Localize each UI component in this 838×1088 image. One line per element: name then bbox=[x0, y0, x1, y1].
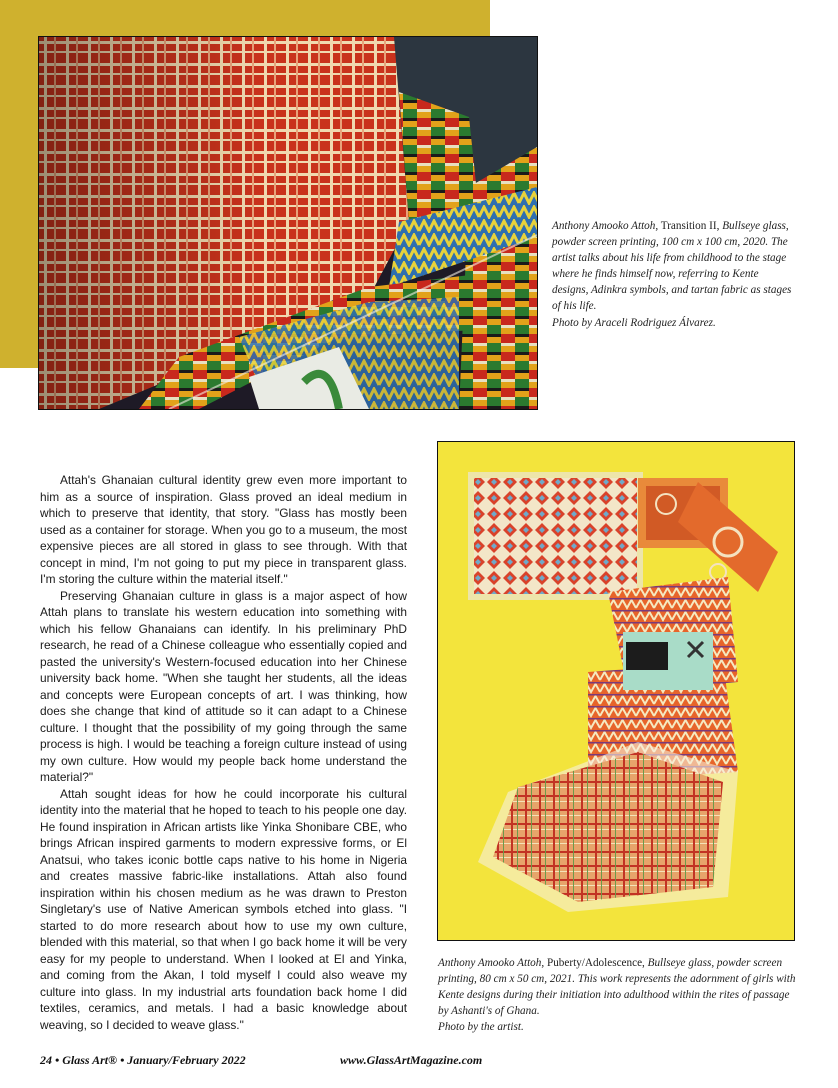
article-body bbox=[40, 472, 407, 1033]
article-paragraph: Attah sought ideas for how he could incorporate his cultural identity into the material that he hoped to teach to his people one day. He found inspiration in African artists like Yinka Shonibare CBE, who brings African inspired garments to modern expressive forms, or El Anatsui, who takes iconic bottle caps native to his home in Nigeria and creates massive fabric-like installations. Attah also found inspiration within his chosen medium as he was drawn to Preston Singletary's use of Native American symbols etched into glass. "I started to do more research about how to use my own culture, blended with this material, so that when I go back home it will be very easy for my people to understand. When I looked at El and Yinka, and coming from the Akan, I told myself I could also weave my culture into glass. In my industrial arts foundation back home I did textiles, ceramics, and metals. I had a basic knowledge about weaving, so I decided to weave glass." bbox=[40, 786, 407, 1032]
caption-title: Puberty/Adolescence, bbox=[544, 957, 645, 969]
artwork-photo-puberty-adolescence bbox=[437, 441, 795, 941]
article-paragraph: Preserving Ghanaian culture in glass is a major aspect of how Attah plans to translate his western education into something with which his fellow Ghanaians can identify. In his preliminary PhD research, he read of a Chinese colleague who essentially copied and pasted the university's Western-focused education into her Chinese university back home. "When she taught her students, all the ideas and concepts were European concepts of art. I was thinking, how does she change that kind of attitude so it can adapt to a Chinese culture. I thought that the possibility of my going through the same process is high. I would be teaching a foreign culture instead of using my own culture. How would my people back home understand the material?" bbox=[40, 588, 407, 784]
article-paragraph: Attah's Ghanaian cultural identity grew even more important to him as a source of inspiration. Glass proved an ideal medium in which to preserve that identity, that story. "Glass has mostly been used as a container for storage. When you go to a museum, the most expensive pieces are all stored in glass to see through. With that concept in mind, I'm not going to put my piece in transparent glass. I'm storing the culture within the material itself." bbox=[40, 473, 407, 586]
artwork-photo-transition-ii bbox=[38, 36, 538, 410]
caption-puberty-adolescence bbox=[438, 955, 798, 1035]
caption-credit: Photo by Araceli Rodriguez Álvarez. bbox=[552, 316, 716, 329]
caption-title: Transition II, bbox=[658, 220, 720, 232]
caption-details: Bullseye glass, powder screen printing, 80 cm x 50 cm, 2021. This work represents the adornment of girls with Kente designs during their initiation into adulthood within the rites of passage by Ashanti's of Ghana. bbox=[438, 957, 796, 1018]
page-footer-issue: 24 • Glass Art® • January/February 2022 bbox=[40, 1053, 246, 1067]
caption-details: Bullseye glass, powder screen printing, 100 cm x 100 cm, 2020. The artist talks about his life from childhood to the stage where he finds himself now, referring to Kente designs, Adinkra symbols, and tartan fabric as stages of his life. bbox=[552, 220, 792, 313]
caption-transition-ii bbox=[552, 218, 792, 331]
caption-credit: Photo by the artist. bbox=[438, 1021, 524, 1034]
page-footer-website: www.GlassArtMagazine.com bbox=[340, 1053, 483, 1067]
caption-artist: Anthony Amooko Attoh, bbox=[438, 957, 545, 969]
caption-artist: Anthony Amooko Attoh, bbox=[552, 220, 659, 232]
